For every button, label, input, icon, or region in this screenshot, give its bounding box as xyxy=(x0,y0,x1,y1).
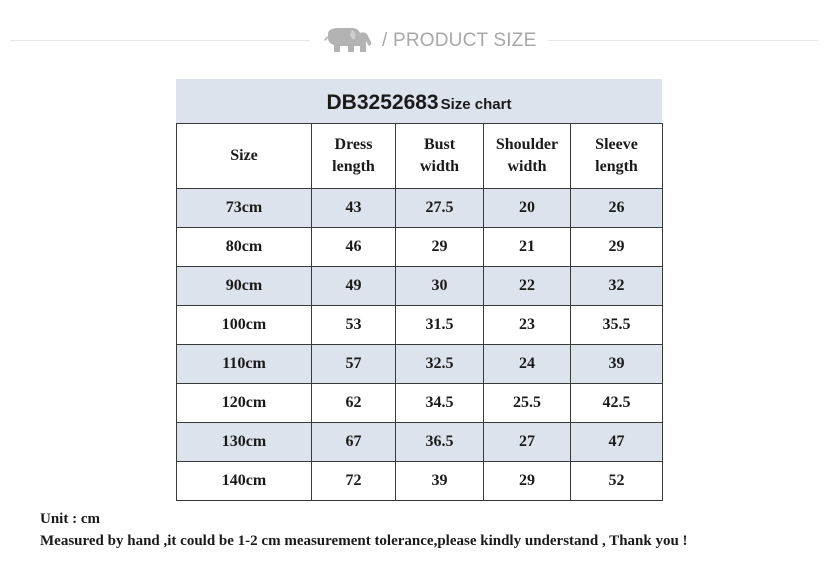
product-code: DB3252683 xyxy=(326,91,439,114)
table-row xyxy=(177,306,663,345)
cell-bust-width: 27.5 xyxy=(396,189,484,228)
cell-size: 130cm xyxy=(177,423,312,462)
table-row xyxy=(177,189,663,228)
unit-note: Unit : cm xyxy=(40,511,100,527)
cell-shoulder-width: 23 xyxy=(484,306,571,345)
column-header-bust-width: Bust width xyxy=(396,124,484,189)
cell-shoulder-width: 22 xyxy=(484,267,571,306)
cell-size: 90cm xyxy=(177,267,312,306)
cell-shoulder-width: 29 xyxy=(484,462,571,501)
cell-bust-width: 30 xyxy=(396,267,484,306)
cell-dress-length: 46 xyxy=(312,228,396,267)
cell-dress-length: 67 xyxy=(312,423,396,462)
cell-shoulder-width: 21 xyxy=(484,228,571,267)
table-header-row xyxy=(177,124,663,189)
cell-dress-length: 43 xyxy=(312,189,396,228)
size-chart-title-bar xyxy=(176,79,662,123)
measurement-note: Measured by hand ,it could be 1-2 cm measurement tolerance,please kindly understand , Thank you ! xyxy=(40,533,688,549)
column-header-size: Size xyxy=(177,124,312,189)
column-header-sleeve-length: Sleeve length xyxy=(571,124,663,189)
table-row xyxy=(177,228,663,267)
column-header-shoulder-width: Shoulder width xyxy=(484,124,571,189)
cell-bust-width: 29 xyxy=(396,228,484,267)
size-chart xyxy=(176,79,662,501)
cell-bust-width: 32.5 xyxy=(396,345,484,384)
cell-size: 140cm xyxy=(177,462,312,501)
cell-dress-length: 62 xyxy=(312,384,396,423)
cell-bust-width: 31.5 xyxy=(396,306,484,345)
table-row xyxy=(177,267,663,306)
cell-sleeve-length: 42.5 xyxy=(571,384,663,423)
table-row xyxy=(177,423,663,462)
product-size-title: / PRODUCT SIZE xyxy=(382,30,537,51)
elephant-icon xyxy=(322,26,376,56)
cell-shoulder-width: 24 xyxy=(484,345,571,384)
table-row xyxy=(177,345,663,384)
cell-sleeve-length: 32 xyxy=(571,267,663,306)
column-header-dress-length: Dress length xyxy=(312,124,396,189)
cell-shoulder-width: 27 xyxy=(484,423,571,462)
cell-size: 100cm xyxy=(177,306,312,345)
cell-sleeve-length: 47 xyxy=(571,423,663,462)
size-table xyxy=(176,123,663,501)
cell-bust-width: 36.5 xyxy=(396,423,484,462)
cell-sleeve-length: 39 xyxy=(571,345,663,384)
size-chart-subtitle: Size chart xyxy=(440,96,512,113)
table-row xyxy=(177,462,663,501)
cell-size: 120cm xyxy=(177,384,312,423)
cell-sleeve-length: 52 xyxy=(571,462,663,501)
cell-size: 110cm xyxy=(177,345,312,384)
header-divider-left xyxy=(10,40,310,41)
table-row xyxy=(177,384,663,423)
cell-shoulder-width: 25.5 xyxy=(484,384,571,423)
cell-sleeve-length: 26 xyxy=(571,189,663,228)
cell-dress-length: 53 xyxy=(312,306,396,345)
cell-sleeve-length: 29 xyxy=(571,228,663,267)
cell-bust-width: 34.5 xyxy=(396,384,484,423)
product-size-header xyxy=(322,26,536,56)
header-divider-right xyxy=(548,40,818,41)
cell-dress-length: 49 xyxy=(312,267,396,306)
cell-dress-length: 57 xyxy=(312,345,396,384)
cell-shoulder-width: 20 xyxy=(484,189,571,228)
cell-size: 80cm xyxy=(177,228,312,267)
cell-dress-length: 72 xyxy=(312,462,396,501)
cell-size: 73cm xyxy=(177,189,312,228)
cell-sleeve-length: 35.5 xyxy=(571,306,663,345)
cell-bust-width: 39 xyxy=(396,462,484,501)
